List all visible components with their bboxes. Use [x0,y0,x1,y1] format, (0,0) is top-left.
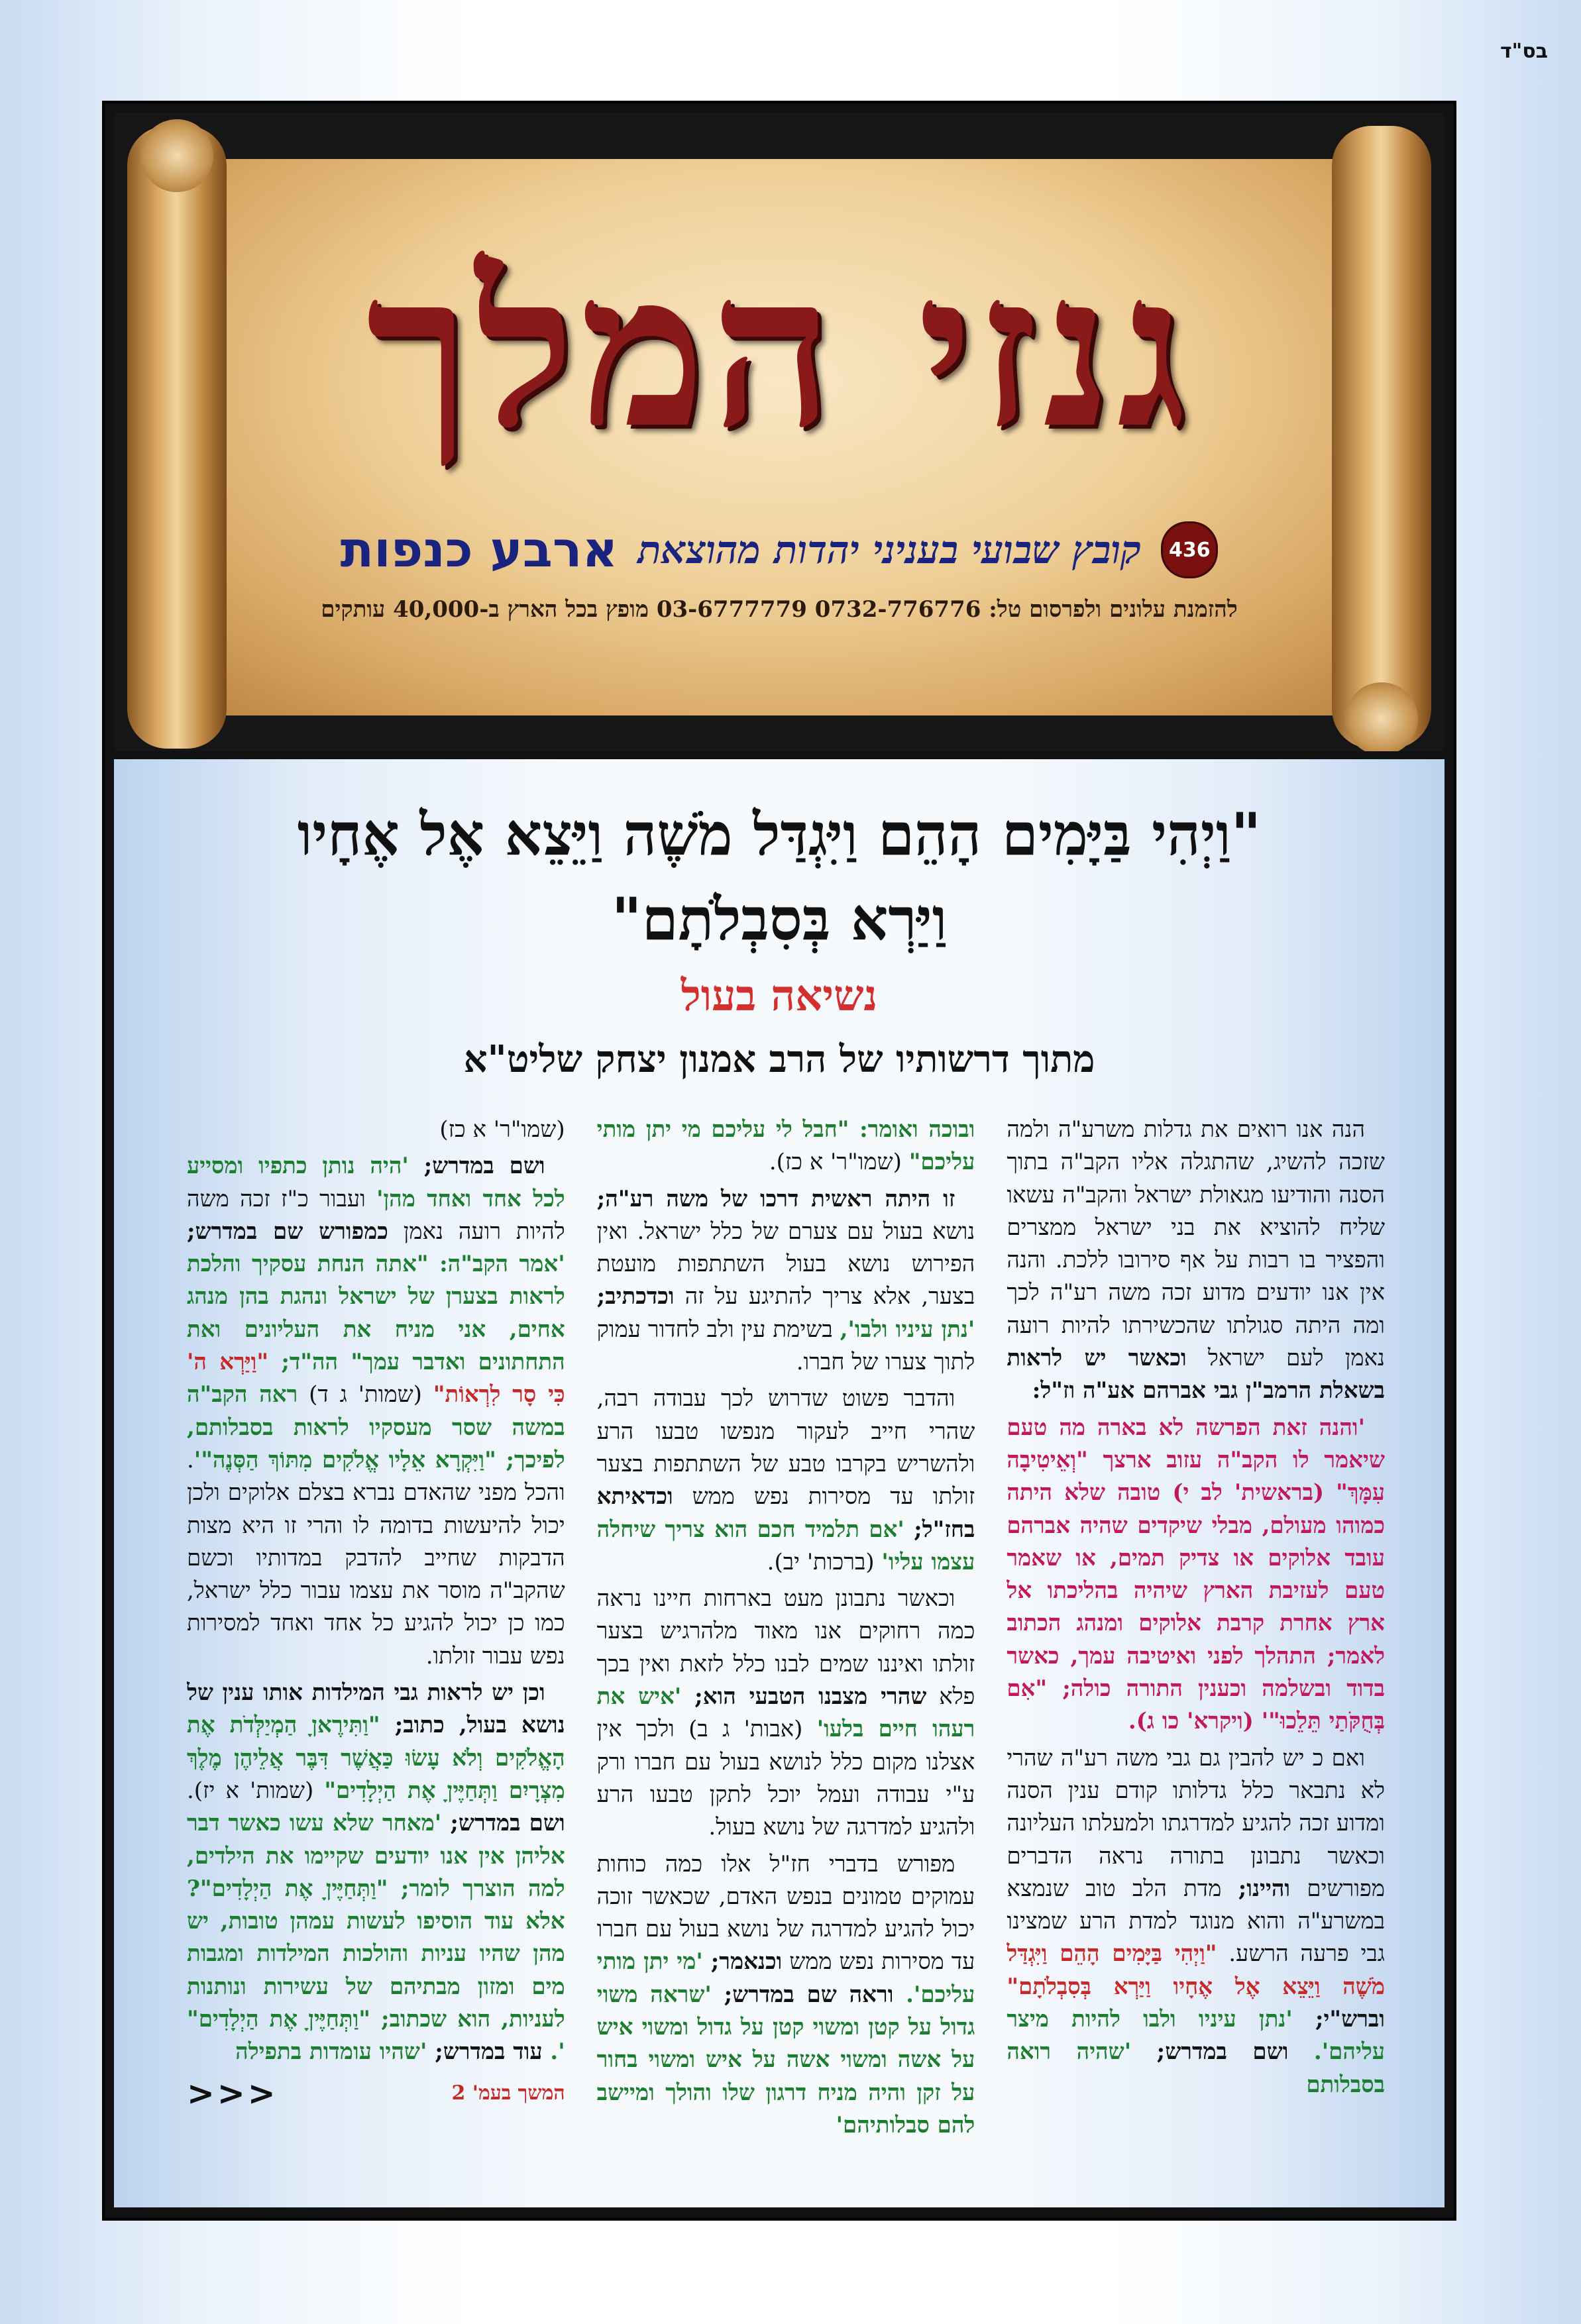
masthead-subtitle: קובץ שבועי בעניני יהדות מהוצאת [637,527,1142,572]
page-frame [102,101,1456,2221]
continued-label: המשך בעמ' 2 [451,2081,565,2105]
scroll-roll-right [1332,126,1431,749]
column-3 [187,1114,565,2188]
col2-paragraph-1: ובוכה ואומר: "חבל לי עליכם מי יתן מותי עליכם" (שמו"ר' א כז). [596,1116,975,1176]
article-headline [167,792,1391,961]
issue-number-badge: 436 [1161,521,1218,578]
article-subtitle: נשיאה בעול [681,971,878,1021]
col3-paragraph-2: וכן יש לראות גבי המילדות אותו ענין של נושא בעול, כתוב; "וַתִּירֶאןָ הַמְיַלְּדֹת אֶת הָאֱלֹקִים וְלֹא עָשׂוּ כַּאֲשֶׁר דִּבֶּר אֲלֵיהֶן מֶלֶךְ מִצְרָיִם וַתְּחַיֶּיןָ אֶת הַיְלָדִים" (שמות' א יז). ושם במדרש; 'מאחר שלא עשו כאשר דבר אליהן אין אנו יודעים שקיימו את הילדים, למה הוצרך לומר; "וַתְּחַיֶּיןָ אֶת הַיְלָדִים"? אלא עוד הוסיפו לעשות עמהן טובות, יש מהן שהיו עניות והולכות המילדות ומגבות מים ומזון מבתיהם של עשירות ונותנות לעניות, הוא שכתוב; "וַתְּחַיֶּיןָ אֶת הַיְלָדִים" '. עוד במדרש; 'שהיו עומדות בתפילה [186,1679,565,2066]
col3-source: (שמו"ר' א כז) [439,1116,565,1143]
col2-paragraph-3: והדבר פשוט שדרוש לכך עבודה רבה, שהרי חייב לעקור מנפשו טבעו הרע ולהשריש בקרבו טבע של השתתפות בצער זולתו עד מסירות נפש ממש וכדאיתא בחז"ל; 'אם תלמיד חכם הוא צריך שיחלה עצמו עליו' (ברכות' יב). [596,1385,975,1575]
publisher-logo: ארבע כנפות [340,521,618,578]
scroll-roll-left [127,126,227,749]
col2-paragraph-4: וכאשר נתבונן מעט בארחות חיינו נראה כמה רחוקים אנו מאוד מלהרגיש בצער זולתו ואיננו שמים לבנו כלל לזאת ואין בכך פלא שהרי מצבנו הטבעי הוא; 'איש את רעהו חיים בלעו' (אבות' ג ב) ולכך אין אצלנו מקום כלל לנושא בעול עם חברו ורק ע"י עבודה ועמל יוכל לתקן טבעו הרע ולהגיע למדרגה של נושא בעול. [596,1585,975,1841]
article-columns [187,1114,1385,2188]
masthead-contact-line: להזמנת עלונים ולפרסום טל: 0732-776776 03-6777779 מופץ בכל הארץ ב-40,000 עותקים [321,596,1238,623]
col1-paragraph-2: ואם כ יש להבין גם גבי משה רע"ה שהרי לא נתבאר כלל גדלותו קודם ענין הסנה ומדוע זכה להגיע למדרגתו ולמעלתו העליונה וכאשר נתבונן בתורה נראה הדברים מפורשים והיינו; מדת הלב טוב שנמצא במשרע"ה והוא מנוגד למדת הרע שמצינו גבי פרעה הרשע. "וַיְהִי בַּיָּמִים הָהֵם וַיִּגְדַּל מֹשֶׁה וַיֵּצֵא אֶל אֶחָיו וַיַּרְא בְּסִבְלֹתָם" וברש"י; 'נתן עיניו ולבו להיות מיצר עליהם'. ושם במדרש; 'שהיה רואה בסבלותם [1007,1744,1385,2098]
column-1 [1007,1114,1385,2188]
article-byline: מתוך דרשותיו של הרב אמנון יצחק שליט"א [463,1037,1095,1081]
headline-line-2: וַיַּרְא בְּסִבְלֹתָם" [611,884,948,953]
col2-paragraph-2: זו היתה ראשית דרכו של משה רע"ה; נושא בעול עם צערם של כלל ישראל. ואין הפירוש נושא בעול השתתפות מועטת בצער, אלא צריך להתיגע על זה וכדכתיב; 'נתן עיניו ולבו', בשימת עין ולב לחדור עמוק לתוך צערו של חברו. [596,1185,975,1376]
continue-arrows-icon: <<< [186,2074,278,2113]
col1-quote-ramban: 'והנה זאת הפרשה לא בארה מה טעם שיאמר לו הקב"ה עזוב ארצך "וְאֵיטִיבָה עִמָּךְ" (בראשית' לב י) טובה שלא היתה כמוהו מעולם, מבלי שיקדים שהיה אברהם עובד אלוקים או צדיק תמים, או שאמר טעם לעזיבת הארץ שיהיה בהליכתו אל ארץ אחרת קרבת אלוקים ומנהג הכתוב לאמר; התהלך לפני ואיטיבה עמך, כאשר בדוד ובשלמה וכענין התורה כולה; "אִם בְּחֻקֹּתַי תֵּלֵכוּ"' (ויקרא' כו ג). [1007,1414,1385,1735]
col3-paragraph-1: ושם במדרש; 'היה נותן כתפיו ומסייע לכל אחד ואחד מהן' ועבור כ"ז זכה משה להיות רועה נאמן כמפורש שם במדרש; 'אמר הקב"ה: "אתה הנחת עסקיך והלכת לראות בצערן של ישראל ונהגת בהן מנהג אחים, אני מניח את העליונים ואת התחתונים ואדבר עמך" הה"ד; "וַיַּרְא ה' כִּי סָר לִרְאוֹת" (שמות' ג ד) ראה הקב"ה במשה שסר מעסקיו לראות בסבלותם, לפיכך; "וַיִּקְרָא אֵלָיו אֱלֹקִים מִתּוֹךְ הַסְּנֶה"'. והכל מפני שהאדם נברא בצלם אלוקים ולכן יכול להיעשות בדומה לו והרי זו היא מצות הדבקות שחייב להדבק במדותיו וכשם שהקב"ה מוסר את עצמו עבור כלל ישראל, כמו כן יכול להגיע כל אחד ואחד למסירות נפש עבור זולתו. [186,1153,565,1669]
article-area [114,759,1445,2207]
col1-paragraph-1: הנה אנו רואים את גדלות משרע"ה ולמה שזכה להשיג, שהתגלה אליו הקב"ה בתוך הסנה והודיעו מגאולת ישראל והקב"ה עשאו שליח להוציא את בני ישראל ממצרים והפציר בו רבות על אף סירובו ללכת. והנה אין אנו יודעים מדוע זכה משה רע"ה לכך ומה היתה סגולתו שהכשירתו להיות רועה נאמן לעם ישראל וכאשר יש לראות בשאלת הרמב"ן גבי אברהם אע"ה וז"ל: [1007,1116,1385,1404]
column-2 [597,1114,975,2188]
headline-line-1: "וַיְהִי בַּיָּמִים הָהֵם וַיִּגְדַּל מֹשֶׁה וַיֵּצֵא אֶל אֶחָיו [297,800,1262,869]
masthead-subtitle-row [246,517,1312,583]
bsd-label: בס"ד [1500,40,1548,63]
continued-notice [187,2074,565,2113]
col2-paragraph-5: מפורש בדברי חז"ל אלו כמה כוחות עמוקים טמונים בנפש האדם, שכאשר זוכה יכול להגיע למדרגה של נושא בעול עם חברו עד מסירות נפש ממש וכנאמר; 'מי יתן מותי עליכם'. וראה שם במדרש; 'שראה משוי גדול על קטן ומשוי קטן על גדול ומשוי איש על אשה ומשוי אשה על איש ומשוי בחור על זקן והיה מניח דרגון שלו והולך ומיישב להם סבלותיהם' [596,1850,975,2139]
masthead [114,113,1445,751]
masthead-title: גנזי המלך [366,227,1193,475]
